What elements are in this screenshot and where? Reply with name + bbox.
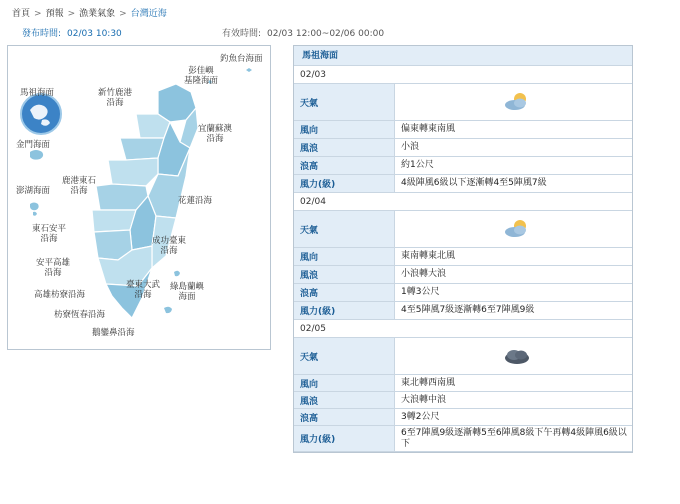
label-fangliao[interactable]: 枋寮恆春沿海	[54, 310, 106, 320]
wind-dir-row	[294, 121, 632, 139]
date-row: 02/05	[294, 320, 632, 338]
wave-height-row	[294, 409, 632, 426]
label-kaohsiung[interactable]: 高雄枋寮沿海	[34, 290, 86, 300]
wave-height-label: 浪高	[294, 284, 395, 301]
valid-time-value: 02/03 12:00~02/06 00:00	[267, 29, 385, 39]
label-xinzhu[interactable]: 新竹鹿港 沿海	[98, 88, 133, 108]
lanyu-island[interactable]	[164, 307, 172, 313]
sea-area-map	[7, 45, 271, 350]
label-eluanbi[interactable]: 鵝鑾鼻沿海	[92, 328, 135, 338]
breadcrumb-separator: >	[119, 9, 127, 19]
label-dongshi[interactable]: 東石安平 沿海	[32, 224, 67, 244]
partly-cloudy-icon	[502, 92, 532, 112]
label-anping[interactable]: 安平高雄 沿海	[36, 258, 71, 278]
wave-value: 大浪轉中浪	[401, 394, 447, 405]
breadcrumb-separator: >	[67, 9, 76, 19]
wave-label: 風浪	[294, 139, 395, 156]
weather-value	[395, 211, 632, 247]
weather-row	[294, 211, 632, 248]
wave-row	[294, 266, 632, 284]
partly-cloudy-icon	[502, 219, 532, 239]
wind-dir-value: 東北轉西南風	[401, 377, 456, 388]
weather-label: 天氣	[294, 338, 395, 374]
ludao-island[interactable]	[174, 271, 180, 276]
penghu-island[interactable]	[30, 203, 39, 216]
wind-force-label: 風力(級)	[294, 302, 395, 319]
wind-dir-label: 風向	[294, 248, 395, 265]
wind-dir-row	[294, 248, 632, 266]
wave-height-row	[294, 157, 632, 175]
label-hualien[interactable]: 花蓮沿海	[178, 196, 213, 206]
breadcrumb-home[interactable]: 首頁	[12, 9, 31, 19]
wave-row	[294, 139, 632, 157]
label-pengjia[interactable]: 彭佳嶼 基隆海面	[184, 66, 219, 86]
valid-time	[222, 26, 384, 39]
wind-dir-label: 風向	[294, 375, 395, 391]
wave-height-value: 3轉2公尺	[401, 411, 440, 422]
weather-row	[294, 338, 632, 375]
wind-dir-row	[294, 375, 632, 392]
cloudy-icon	[502, 346, 532, 366]
publish-time-label: 發布時間:	[22, 29, 62, 39]
label-lugang[interactable]: 鹿港東石 沿海	[62, 176, 97, 196]
wave-label: 風浪	[294, 266, 395, 283]
publish-time	[22, 26, 122, 39]
weather-value	[395, 84, 632, 120]
weather-value	[395, 338, 632, 374]
label-ludao[interactable]: 綠島蘭嶼 海面	[170, 282, 205, 302]
wind-force-row	[294, 426, 632, 452]
breadcrumb-fishery[interactable]: 漁業氣象	[79, 9, 116, 19]
date-row: 02/03	[294, 66, 632, 84]
weather-row	[294, 84, 632, 121]
map-region-yunlin[interactable]	[92, 210, 136, 232]
weather-label: 天氣	[294, 84, 395, 120]
map-region-taichung[interactable]	[108, 158, 158, 186]
valid-time-label: 有效時間:	[222, 29, 262, 39]
wind-force-label: 風力(級)	[294, 426, 395, 451]
wind-force-row	[294, 302, 632, 320]
wave-height-value: 約1公尺	[401, 160, 434, 170]
forecast-panel	[293, 45, 633, 453]
publish-time-value: 02/03 10:30	[67, 29, 122, 39]
map-region-hsinchu[interactable]	[120, 138, 164, 160]
wind-force-value: 6至7陣風9級逐漸轉5至6陣風8級下午再轉4級陣風6級以下	[401, 427, 627, 449]
label-kinmen[interactable]: 金門海面	[16, 140, 51, 150]
wave-height-label: 浪高	[294, 409, 395, 425]
breadcrumb-separator: >	[34, 9, 42, 19]
wind-force-row	[294, 175, 632, 193]
kinmen-island[interactable]	[30, 150, 43, 160]
wave-row	[294, 392, 632, 409]
date-row: 02/04	[294, 193, 632, 211]
label-mazu[interactable]: 馬祖海面	[20, 88, 55, 98]
wind-dir-label: 風向	[294, 121, 395, 138]
weather-label: 天氣	[294, 211, 395, 247]
panel-title: 馬祖海面	[294, 46, 632, 66]
label-chenggong[interactable]: 成功臺東 沿海	[152, 236, 187, 256]
label-yilan[interactable]: 宜蘭蘇澳 沿海	[198, 124, 233, 144]
label-diaoyutai[interactable]: 釣魚台海面	[220, 54, 263, 64]
wave-height-label: 浪高	[294, 157, 395, 174]
diaoyutai-island[interactable]	[246, 68, 252, 72]
wind-force-value: 4級陣風6級以下逐漸轉4至5陣風7級	[401, 178, 547, 188]
wave-height-value: 1轉3公尺	[401, 287, 440, 297]
wind-dir-value: 東南轉東北風	[401, 251, 456, 261]
label-penghu[interactable]: 澎湖海面	[16, 186, 51, 196]
wind-force-label: 風力(級)	[294, 175, 395, 192]
wind-dir-value: 偏東轉東南風	[401, 124, 456, 134]
breadcrumb-forecast[interactable]: 預報	[45, 9, 64, 19]
wave-value: 小浪	[401, 142, 420, 152]
breadcrumb	[12, 6, 167, 19]
wave-label: 風浪	[294, 392, 395, 408]
wind-force-value: 4至5陣風7級逐漸轉6至7陣風9級	[401, 305, 535, 315]
breadcrumb-current[interactable]: 台灣近海	[130, 9, 167, 19]
wave-value: 小浪轉大浪	[401, 269, 447, 279]
label-taidong[interactable]: 臺東大武 沿海	[126, 280, 161, 300]
wave-height-row	[294, 284, 632, 302]
